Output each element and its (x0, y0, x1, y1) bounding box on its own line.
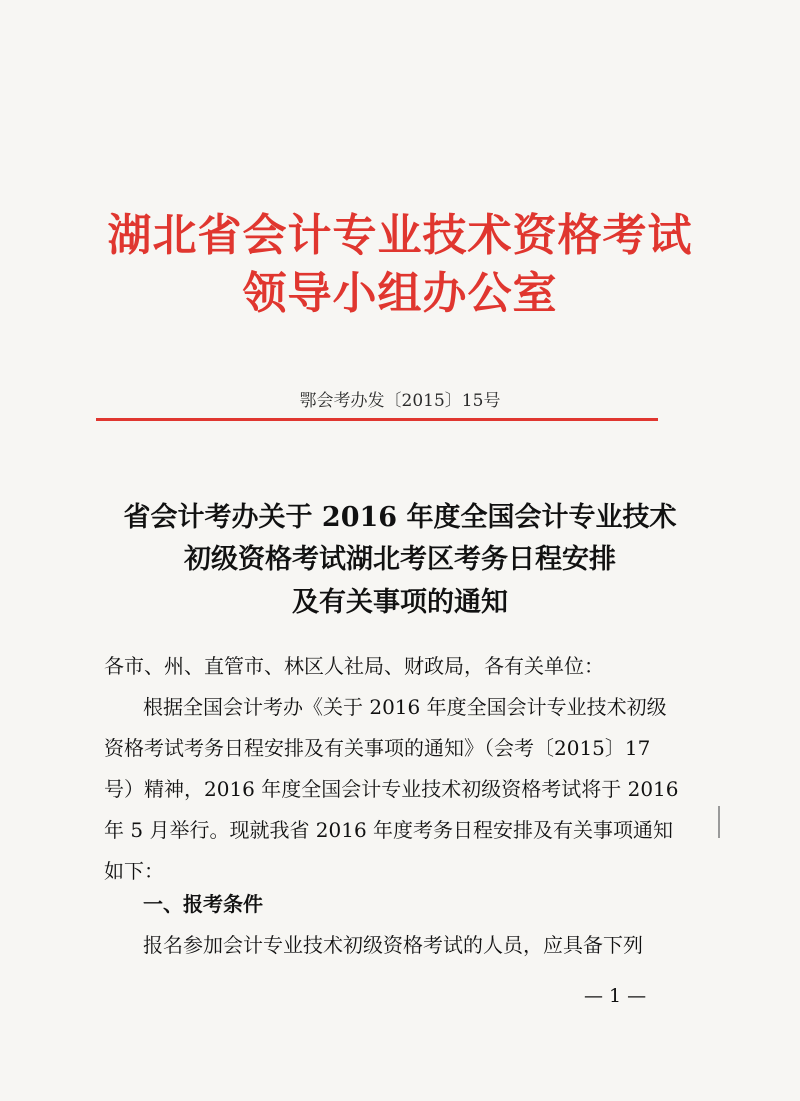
issuing-office-line-1: 湖北省会计专业技术资格考试 (107, 210, 693, 261)
salutation: 各市、州、直管市、林区人社局、财政局，各有关单位： (104, 654, 604, 678)
paragraph-1-line-1: 根据全国会计考办《关于 2016 年度全国会计专业技术初级 (143, 695, 667, 719)
page-number: — 1 — (584, 985, 647, 1007)
paragraph-1-line-4: 年 5 月举行。现就我省 2016 年度考务日程安排及有关事项通知 (104, 818, 674, 842)
paragraph-2-line-1: 报名参加会计专业技术初级资格考试的人员，应具备下列 (143, 933, 643, 957)
notice-title-line-3: 及有关事项的通知 (292, 587, 508, 618)
scan-margin-mark (718, 806, 720, 838)
notice-title-line-2: 初级资格考试湖北考区考务日程安排 (184, 544, 616, 575)
paragraph-1-line-5: 如下： (104, 859, 164, 883)
document-number: 鄂会考办发〔2015〕15号 (299, 391, 501, 411)
issuing-office-line-2: 领导小组办公室 (242, 268, 558, 319)
red-divider-rule (96, 418, 658, 421)
notice-title-line-1: 省会计考办关于 2016 年度全国会计专业技术 (123, 502, 677, 533)
paragraph-1-line-2: 资格考试考务日程安排及有关事项的通知》（会考〔2015〕17 (104, 736, 651, 760)
paragraph-1-line-3: 号）精神，2016 年度全国会计专业技术初级资格考试将于 2016 (104, 777, 679, 801)
section-1-heading: 一、报考条件 (143, 892, 263, 916)
